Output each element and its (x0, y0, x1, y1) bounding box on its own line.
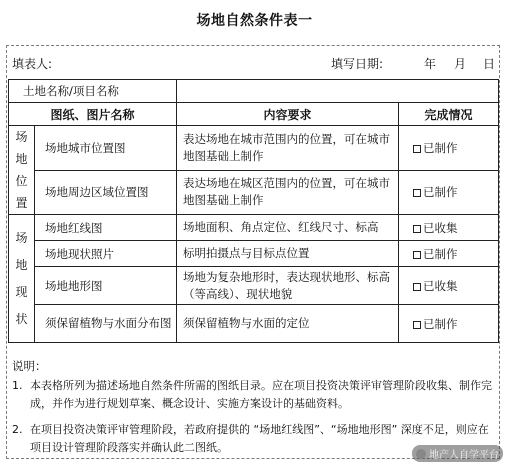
drawing-name: 场地现状照片 (35, 241, 177, 267)
status-cell[interactable]: 已收集 (399, 215, 499, 241)
page-title: 场地自然条件表一 (196, 13, 313, 29)
table-row (9, 241, 499, 267)
notes-heading: 说明： (12, 359, 47, 373)
category-site-status: 场 地 现 状 (9, 215, 35, 343)
watermark-logo-icon (416, 449, 426, 459)
content-requirement: 场地为复杂地形时，表达现状地形、标高（等高线）、现状地貌 (177, 267, 399, 305)
watermark: 地产人自学平台 (412, 445, 503, 462)
table-row (9, 215, 499, 241)
checkbox-icon[interactable] (413, 225, 421, 233)
column-header-status: 完成情况 (399, 103, 499, 126)
day-label: 日 (483, 57, 496, 71)
column-header-content: 内容要求 (177, 103, 399, 126)
table-row (9, 170, 499, 215)
drawing-name: 场地红线图 (35, 215, 177, 241)
content-requirement: 场地面积、角点定位、红线尺寸、标高 (177, 215, 399, 241)
checkbox-icon[interactable] (413, 251, 421, 259)
table-header-row (9, 103, 499, 126)
table-row (9, 305, 499, 343)
table-row (9, 126, 499, 171)
content-requirement: 表达场地在城区范围内的位置，可在城市地图基础上制作 (177, 170, 399, 215)
conditions-table (8, 79, 499, 343)
drawing-name: 须保留植物与水面分布图 (35, 305, 177, 343)
content-requirement: 须保留植物与水面的定位 (177, 305, 399, 343)
drawing-name: 场地周边区域位置图 (35, 170, 177, 215)
land-name-value[interactable] (177, 80, 499, 103)
status-cell[interactable]: 已制作 (399, 126, 499, 171)
content-requirement: 标明拍摄点与目标点位置 (177, 241, 399, 267)
filler-label: 填表人: (12, 57, 53, 71)
drawing-name: 场地地形图 (35, 267, 177, 305)
table-row (9, 267, 499, 305)
note-item: 1. 本表格所列为描述场地自然条件所需的图纸目录。应在项目投资决策评审管理阶段收集、制作完成，并作为进行规划草案、概念设计、实施方案设计的基础资料。 (12, 379, 492, 410)
drawing-name: 场地城市位置图 (35, 126, 177, 171)
land-name-label: 土地名称/项目名称 (9, 80, 177, 103)
note-item: 2. 在项目投资决策评审管理阶段，若政府提供的 “场地红线图”、“场地地形图” 深度不足，则应在项目设计管理阶段落实并确认此二图纸。 (12, 423, 489, 454)
fill-date-label: 填写日期: (331, 57, 384, 71)
category-site-location: 场 地 位 置 (9, 126, 35, 215)
column-header-name: 图纸、图片名称 (9, 103, 177, 126)
checkbox-icon[interactable] (413, 145, 421, 153)
status-cell[interactable]: 已制作 (399, 305, 499, 343)
land-name-row (9, 80, 499, 103)
status-cell[interactable]: 已制作 (399, 170, 499, 215)
checkbox-icon[interactable] (413, 189, 421, 197)
content-requirement: 表达场地在城市范围内的位置，可在城市地图基础上制作 (177, 126, 399, 171)
month-label: 月 (454, 57, 467, 71)
year-label: 年 (424, 57, 437, 71)
checkbox-icon[interactable] (413, 283, 421, 291)
status-cell[interactable]: 已收集 (399, 267, 499, 305)
checkbox-icon[interactable] (413, 321, 421, 329)
status-cell[interactable]: 已制作 (399, 241, 499, 267)
